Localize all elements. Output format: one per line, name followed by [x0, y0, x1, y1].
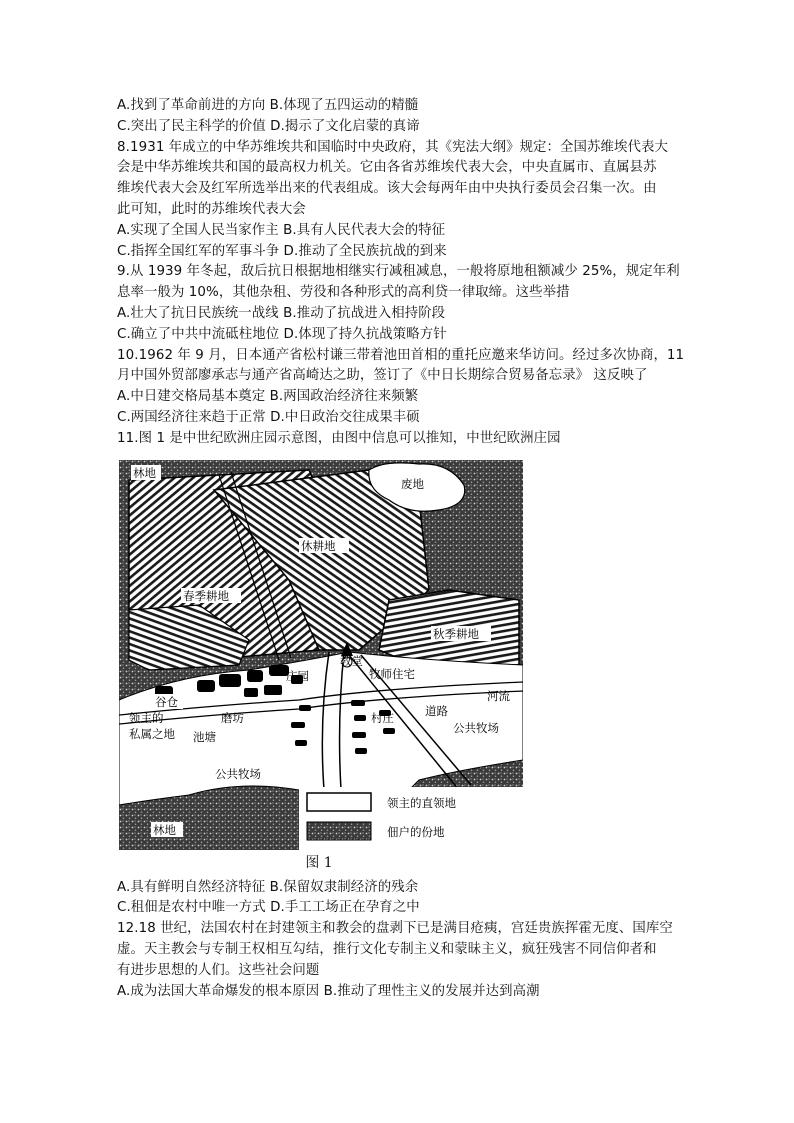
label-granary: 谷仓 [155, 694, 178, 709]
text-line: 9.从 1939 年冬起，敌后抗日根据地相继实行减租减息，一般将原地租额减少 25%，规定年利 [117, 264, 680, 280]
text-line: A.中日建交格局基本奠定 B.两国政治经济往来频繁 [117, 389, 419, 405]
exam-page [117, 96, 685, 1002]
map-legend [299, 787, 523, 850]
label-village: 村庄 [371, 710, 394, 725]
text-line: A.实现了全国人民当家作主 B.具有人民代表大会的特征 [117, 222, 446, 238]
label-lord-private-2: 私属之地 [129, 726, 175, 741]
label-river: 河流 [487, 688, 510, 703]
label-wasteland: 废地 [401, 476, 424, 491]
text-line: A.壮大了抗日民族统一战线 B.推动了抗战进入相持阶段 [117, 305, 446, 321]
text-line: 11.图 1 是中世纪欧洲庄园示意图，由图中信息可以推知，中世纪欧洲庄园 [117, 430, 561, 446]
text-line: C.确立了中共中流砥柱地位 D.体现了持久抗战策略方针 [117, 326, 447, 342]
manor-map-figure [119, 460, 523, 850]
label-pond: 池塘 [193, 729, 216, 744]
text-line: A.成为法国大革命爆发的根本原因 B.推动了理性主义的发展并达到高潮 [117, 983, 540, 999]
label-autumn: 秋季耕地 [433, 626, 479, 641]
text-line: 10.1962 年 9 月，日本通产省松村谦三带着池田首相的重托应邀来华访问。经过多次协商，11 [117, 347, 685, 363]
label-pasture-right: 公共牧场 [453, 720, 499, 735]
text-line: 会是中华苏维埃共和国的最高权力机关。它由各省苏维埃代表大会，中央直属市、直属县苏 [117, 160, 657, 176]
text-line: C.指挥全国红军的军事斗争 D.推动了全民族抗战的到来 [117, 243, 447, 259]
label-mill: 磨坊 [221, 710, 244, 725]
text-line: 有进步思想的人们。这些社会问题 [117, 962, 320, 978]
figure-caption: 图 1 [305, 854, 333, 871]
text-line: C.突出了民主科学的价值 D.揭示了文化启蒙的真谛 [117, 118, 420, 134]
text-line: 维埃代表大会及红军所选举出来的代表组成。该大会每两年由中央执行委员会召集一次。由 [117, 181, 657, 197]
text-line: 虚。天主教会与专制王权相互勾结，推行文化专制主义和蒙昧主义，疯狂残害不同信仰者和 [117, 941, 657, 957]
label-pasture-bottom: 公共牧场 [215, 766, 261, 781]
text-line: C.两国经济往来趋于正常 D.中日政治交往成果丰硕 [117, 409, 420, 425]
text-line: A.找到了革命前进的方向 B.体现了五四运动的精髓 [117, 98, 419, 113]
text-line: 12.18 世纪，法国农村在封建领主和教会的盘剥下已是满目疮痍，宫廷贵族挥霍无度、国库空 [117, 921, 673, 937]
legend-swatch-tenant [307, 822, 371, 840]
label-fallow: 休耕地 [301, 538, 336, 553]
text-line: 此可知，此时的苏维埃代表大会 [117, 201, 306, 217]
label-parsonage: 牧师住宅 [369, 666, 415, 681]
label-road: 道路 [425, 703, 448, 718]
label-spring: 春季耕地 [183, 588, 229, 603]
label-church: 教堂 [340, 653, 363, 668]
legend-label-demesne: 领主的直领地 [387, 795, 456, 810]
legend-label-tenant: 佃户的份地 [387, 824, 445, 839]
legend-swatch-demesne [307, 793, 371, 811]
label-forest-bottom: 林地 [153, 822, 176, 837]
question-block-bottom [117, 878, 682, 1003]
manor-map [119, 460, 523, 850]
text-line: 息率一般为 10%，其他杂租、劳役和各种形式的高利贷一律取缔。这些举措 [117, 285, 570, 301]
question-block-top [117, 96, 685, 450]
text-line: 8.1931 年成立的中华苏维埃共和国临时中央政府，其《宪法大纲》规定：全国苏维埃代表大 [117, 139, 668, 155]
label-lord-private-1: 领主的 [129, 710, 164, 725]
label-manor: 庄园 [286, 668, 309, 683]
text-line: A.具有鲜明自然经济特征 B.保留奴隶制经济的残余 [117, 879, 419, 895]
label-forest-top: 林地 [133, 465, 156, 480]
text-line: 月中国外贸部廖承志与通产省高崎达之助，签订了《中日长期综合贸易备忘录》 这反映了 [117, 368, 648, 384]
text-line: C.租佃是农村中唯一方式 D.手工工场正在孕育之中 [117, 900, 420, 916]
